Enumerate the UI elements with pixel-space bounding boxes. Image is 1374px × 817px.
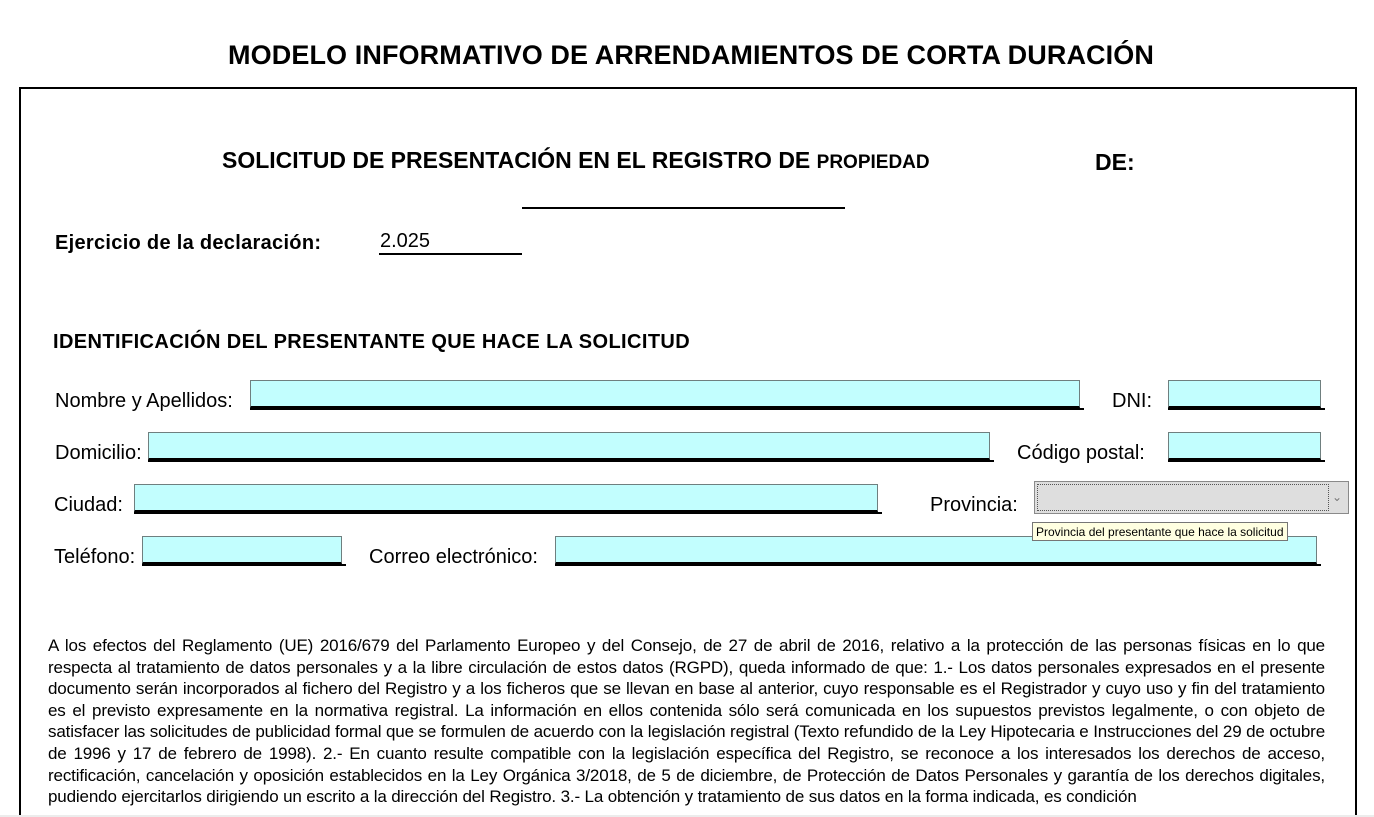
provincia-select[interactable]	[1034, 481, 1349, 514]
ciudad-label: Ciudad:	[54, 494, 123, 516]
dni-underline	[1168, 408, 1325, 410]
nombre-input[interactable]	[250, 380, 1080, 408]
ejercicio-label: Ejercicio de la declaración:	[55, 232, 322, 254]
telefono-underline	[142, 564, 346, 566]
dni-label: DNI:	[1112, 390, 1152, 412]
domicilio-underline	[148, 460, 994, 462]
telefono-label: Teléfono:	[54, 546, 136, 568]
presentante-heading: IDENTIFICACIÓN DEL PRESENTANTE QUE HACE LA SOLICITUD	[53, 331, 691, 353]
document-title: MODELO INFORMATIVO DE ARRENDAMIENTOS DE CORTA DURACIÓN	[228, 40, 1154, 70]
ciudad-underline	[134, 512, 882, 514]
request-subtitle	[222, 147, 930, 174]
domicilio-input[interactable]	[148, 432, 990, 460]
ciudad-field-wrap	[134, 484, 878, 514]
dni-field-wrap	[1168, 380, 1321, 410]
provincia-tooltip: Provincia del presentante que hace la solicitud	[1032, 522, 1288, 541]
ciudad-input[interactable]	[134, 484, 878, 512]
dni-input[interactable]	[1168, 380, 1321, 408]
nombre-field-wrap	[250, 380, 1080, 410]
data-protection-text: A los efectos del Reglamento (UE) 2016/679 del Parlamento Europeo y del Consejo, de 27 de abril de 2016, relativo a la protección de las personas físicas en lo que respecta al tratamiento de datos personales y a la libre circulación de estos datos (RGPD), queda informado de que: 1.- Los datos personales expresados en el presente documento serán incorporados al fichero del Registro y a los ficheros que se llevan en base al anterior, cuyo responsable es el Registrador y cuyo uso y fin del tratamiento es el previsto expresamente en la normativa registral. La información en ellos contenida sólo será comunicada en los supuestos previstos legalmente, o con objeto de satisfacer las solicitudes de publicidad formal que se formulen de acuerdo con la legislación registral (Texto refundido de la Ley Hipotecaria e Instrucciones del 29 de octubre de 1996 y 17 de febrero de 1998). 2.- En cuanto resulte compatible con la legislación específica del Registro, se reconoce a los interesados los derechos de acceso, rectificación, cancelación y oposición establecidos en la Ley Orgánica 3/2018, de 5 de diciembre, de Protección de Datos Personales y garantía de los derechos digitales, pudiendo ejercitarlos dirigiendo un escrito a la dirección del Registro. 3.- La obtención y tratamiento de sus datos en la forma indicada, es condición	[48, 636, 1325, 807]
registry-type: PROPIEDAD	[816, 152, 930, 173]
domicilio-label: Domicilio:	[55, 442, 142, 464]
codigo-postal-input[interactable]	[1168, 432, 1321, 460]
codigo-postal-label: Código postal:	[1017, 442, 1145, 464]
nombre-label: Nombre y Apellidos:	[55, 390, 233, 412]
data-protection-notice	[48, 635, 1325, 808]
nombre-underline	[250, 408, 1084, 410]
provincia-focus-ring	[1037, 484, 1329, 511]
correo-underline	[555, 564, 1321, 566]
telefono-input[interactable]	[142, 536, 342, 564]
domicilio-field-wrap	[148, 432, 990, 462]
ejercicio-field[interactable]: 2.025	[379, 229, 522, 255]
chevron-down-icon[interactable]: ⌄	[1331, 490, 1343, 504]
codigo-postal-underline	[1168, 460, 1325, 462]
provincia-label: Provincia:	[930, 494, 1018, 516]
telefono-field-wrap	[142, 536, 342, 566]
correo-label: Correo electrónico:	[369, 546, 538, 568]
registry-location-field[interactable]	[522, 207, 845, 209]
subtitle-suffix: DE:	[1095, 149, 1135, 175]
codigo-postal-field-wrap	[1168, 432, 1321, 462]
subtitle-prefix: SOLICITUD DE PRESENTACIÓN EN EL REGISTRO DE	[222, 147, 811, 173]
